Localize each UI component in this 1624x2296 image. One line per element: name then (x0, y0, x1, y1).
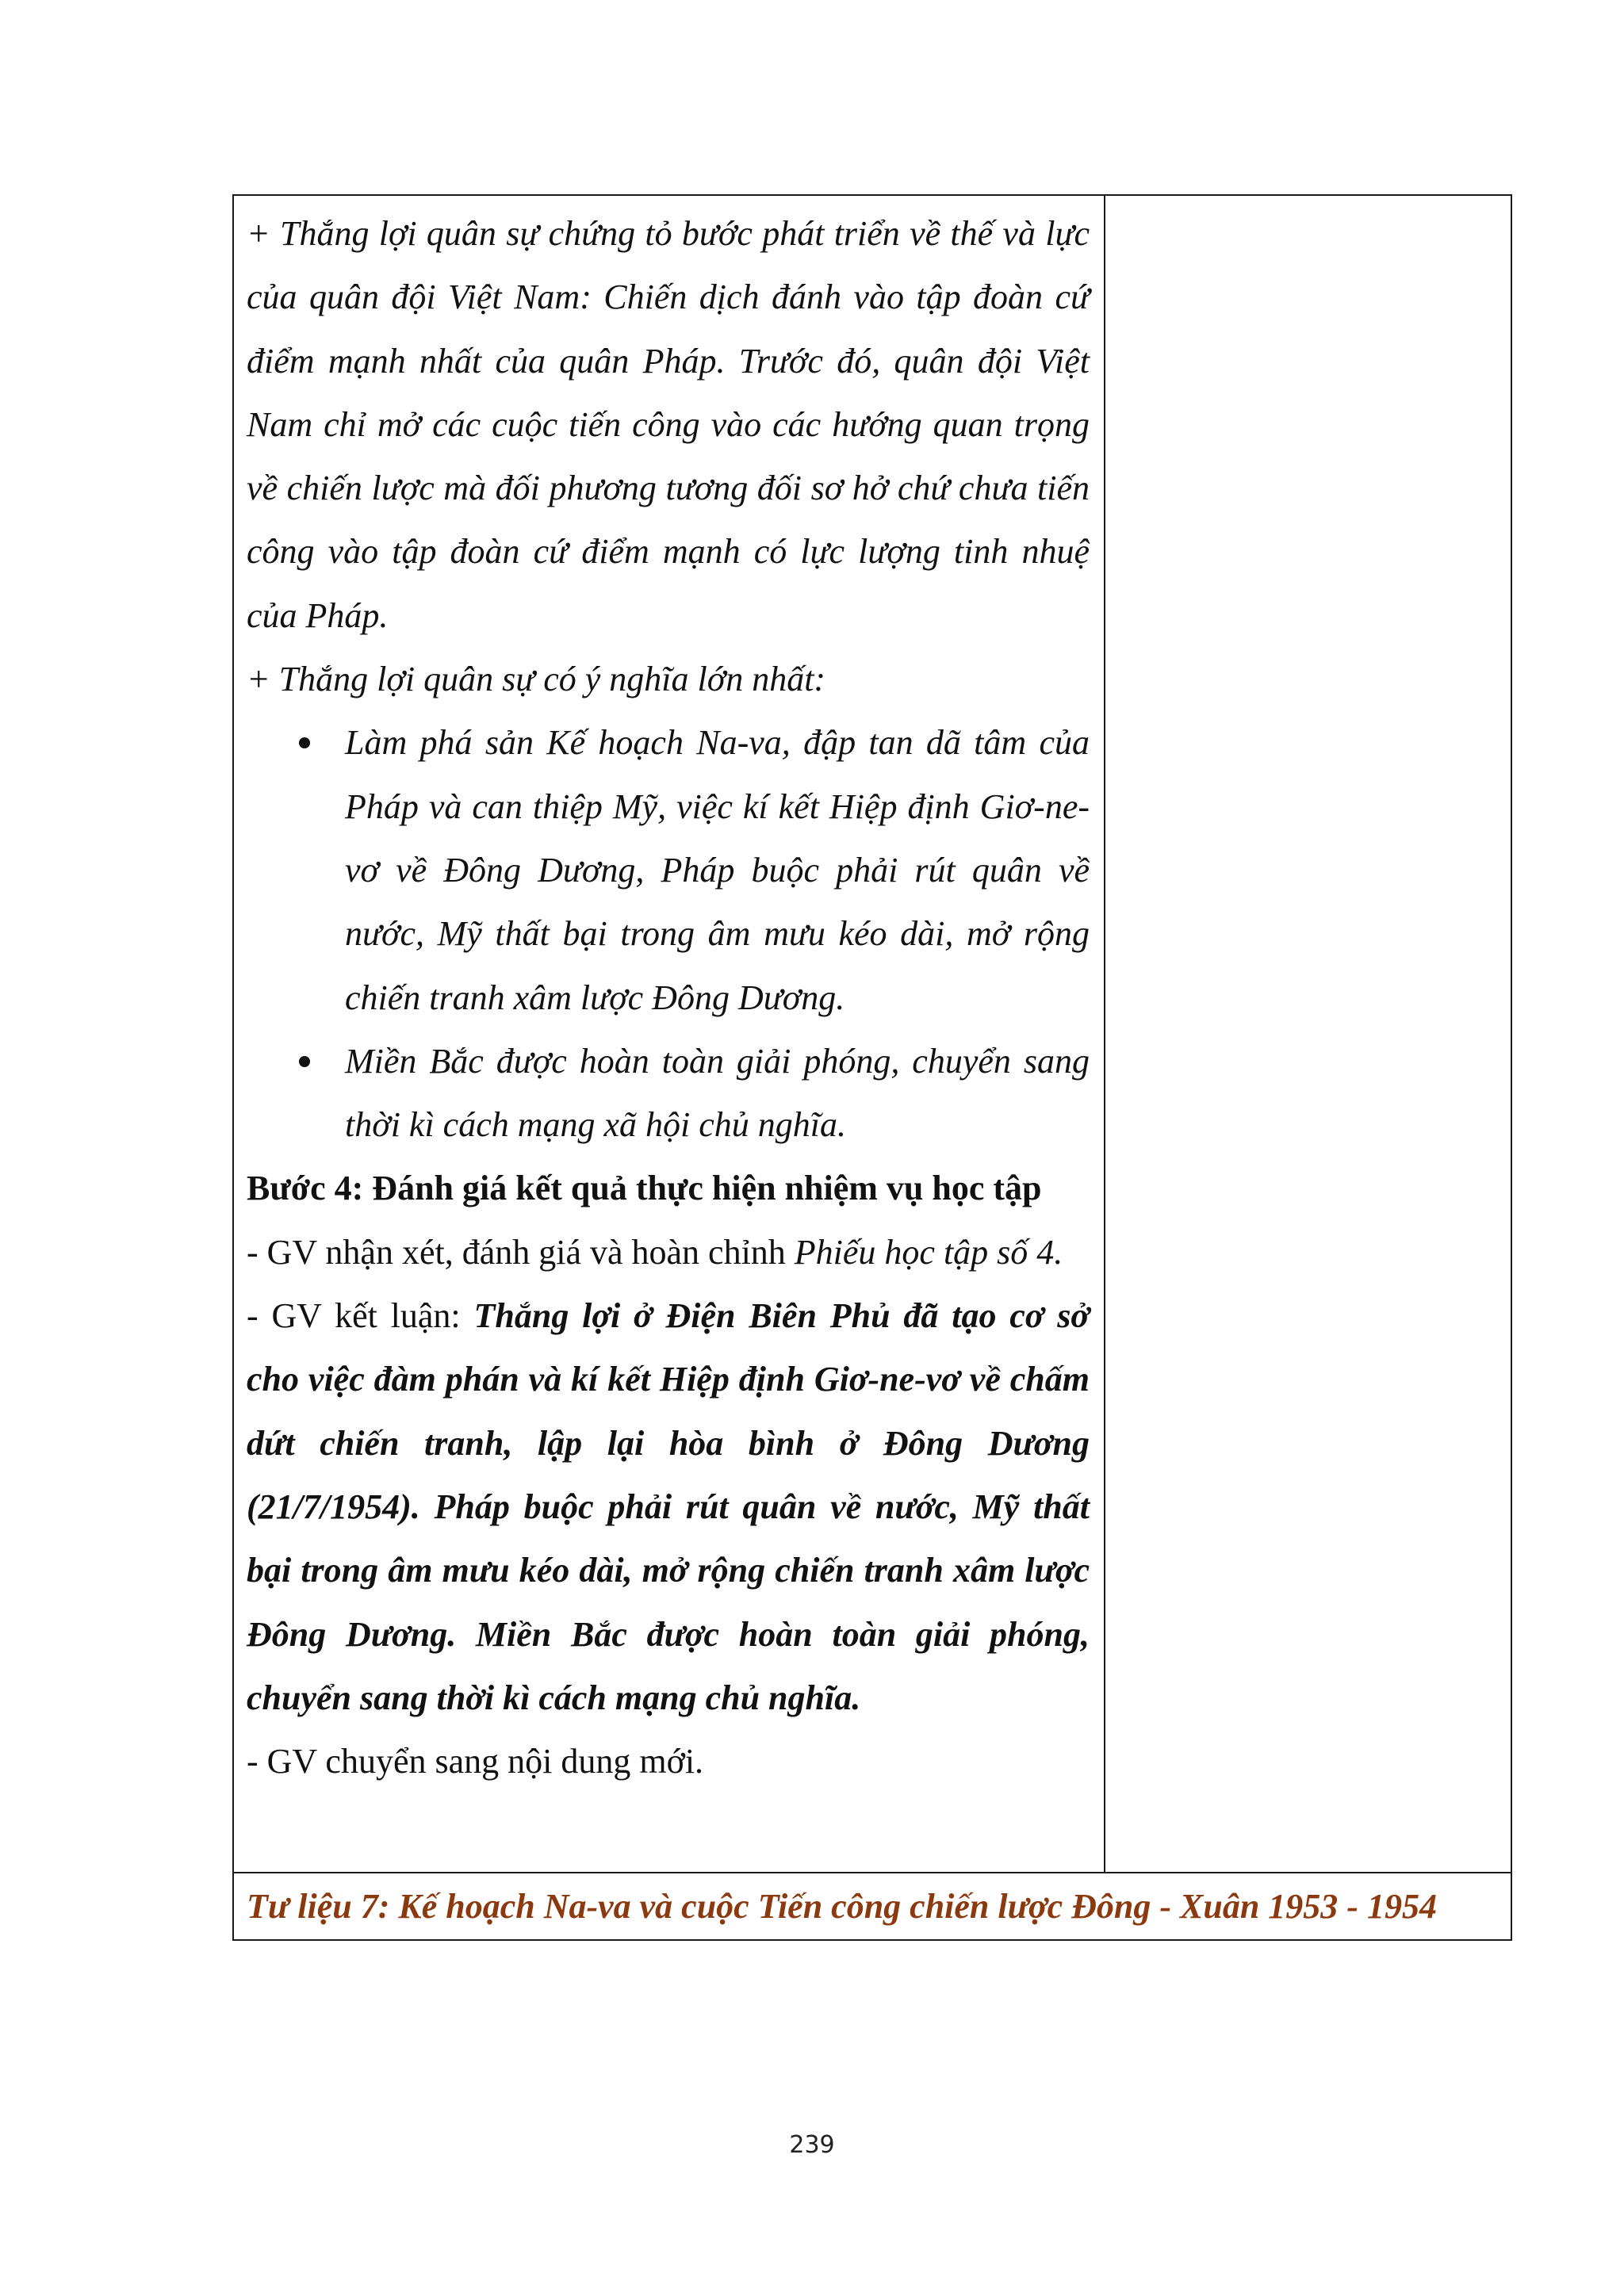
bullet-icon (299, 1056, 310, 1067)
bullet-icon (299, 737, 310, 748)
gv-review-paragraph (247, 1221, 1090, 1284)
list-item-text: Làm phá sản Kế hoạch Na-va, đập tan dã tâm của Pháp và can thiệp Mỹ, việc kí kết Hiệp định Giơ-ne-vơ về Đông Dương, Pháp buộc phải rút quân về nước, Mỹ thất bại trong âm mưu kéo dài, mở rộng chiến tranh xâm lược Đông Dương. (345, 723, 1090, 1017)
empty-notes-cell (1105, 196, 1511, 1873)
list-item (247, 711, 1090, 1029)
worksheet-reference: Phiếu học tập số 4. (794, 1232, 1063, 1272)
lesson-table (232, 194, 1512, 1941)
document-section-row (234, 1873, 1511, 1939)
list-item-text: Miền Bắc được hoàn toàn giải phóng, chuyển sang thời kì cách mạng xã hội chủ nghĩa. (345, 1041, 1090, 1145)
step4-heading: Bước 4: Đánh giá kết quả thực hiện nhiệm vụ học tập (247, 1169, 1042, 1208)
gv-conclusion-text: Thắng lợi ở Điện Biên Phủ đã tạo cơ sở cho việc đàm phán và kí kết Hiệp định Giơ-ne-vơ về chấm dứt chiến tranh, lập lại hòa bình ở Đông Dương (21/7/1954). Pháp buộc phải rút quân về nước, Mỹ thất bại trong âm mưu kéo dài, mở rộng chiến tranh xâm lược Đông Dương. Miền Bắc được hoàn toàn giải phóng, chuyển sang thời kì cách mạng chủ nghĩa. (247, 1296, 1090, 1717)
military-victory-paragraph: + Thắng lợi quân sự chứng tỏ bước phát triển về thế và lực của quân đội Việt Nam: Chiến dịch đánh vào tập đoàn cứ điểm mạnh nhất của quân Pháp. Trước đó, quân đội Việt Nam chỉ mở các cuộc tiến công vào các hướng quan trọng về chiến lược mà đối phương tương đối sơ hở chứ chưa tiến công vào tập đoàn cứ điểm mạnh có lực lượng tinh nhuệ của Pháp. (247, 214, 1090, 635)
page-number: 239 (789, 2131, 835, 2159)
gv-review-text: - GV nhận xét, đánh giá và hoàn chỉnh (247, 1232, 795, 1272)
significance-list (247, 711, 1090, 1157)
gv-conclusion-label: - GV kết luận: (247, 1296, 474, 1336)
document-section-title: Tư liệu 7: Kế hoạch Na-va và cuộc Tiến công chiến lược Đông - Xuân 1953 - 1954 (247, 1887, 1437, 1926)
activity-content-cell (234, 196, 1105, 1873)
significance-intro: + Thắng lợi quân sự có ý nghĩa lớn nhất: (247, 660, 826, 699)
gv-next-content: - GV chuyển sang nội dung mới. (247, 1742, 704, 1781)
gv-conclusion-paragraph (247, 1284, 1090, 1730)
list-item (247, 1030, 1090, 1158)
